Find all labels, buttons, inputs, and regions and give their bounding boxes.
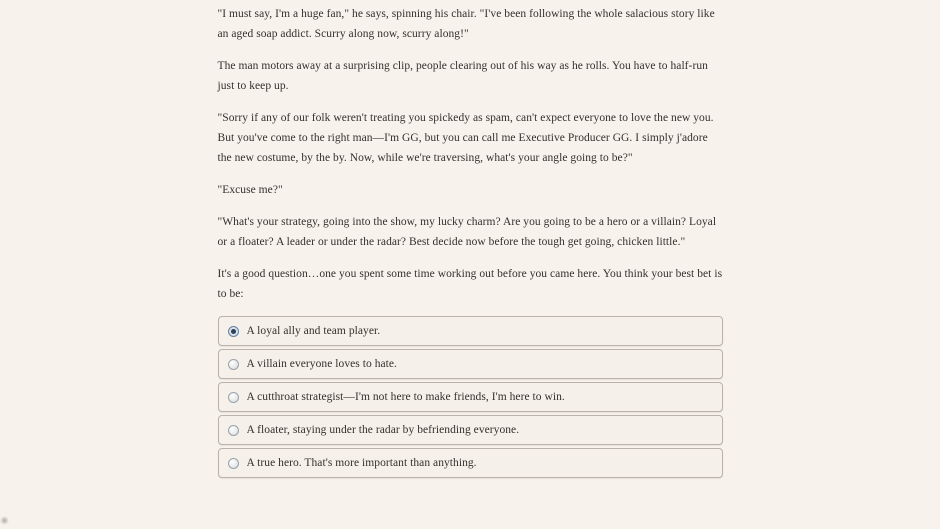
- choice-list: [218, 316, 723, 478]
- choice-option-4[interactable]: [218, 448, 723, 478]
- story-column: [218, 0, 723, 478]
- choice-option-2[interactable]: [218, 382, 723, 412]
- choice-option-label: A villain everyone loves to hate.: [246, 358, 397, 370]
- choice-option-1[interactable]: [218, 349, 723, 379]
- choice-option-label: A floater, staying under the radar by befriending everyone.: [246, 424, 520, 436]
- story-paragraph: The man motors away at a surprising clip, people clearing out of his way as he rolls. You have to half-run just to keep up.: [217, 60, 708, 92]
- radio-button-icon[interactable]: [228, 392, 239, 403]
- radio-button-icon[interactable]: [228, 326, 239, 337]
- story-paragraph: It's a good question…one you spent some time working out before you came here. You think your best bet is to be:: [217, 268, 723, 300]
- choice-option-label: A true hero. That's more important than anything.: [246, 457, 477, 469]
- radio-button-icon[interactable]: [228, 359, 239, 370]
- radio-button-icon[interactable]: [228, 425, 239, 436]
- screen-corner-artifact: [0, 516, 9, 525]
- story-paragraph: "What's your strategy, going into the show, my lucky charm? Are you going to be a hero or a villain? Loyal or a floater? A leader or under the radar? Best decide now before the tough get going, chicken little.": [217, 216, 717, 248]
- story-paragraph: "Sorry if any of our folk weren't treating you spickedy as spam, can't expect everyone to love the new you. But you've come to the right man—I'm GG, but you can call me Executive Producer GG. I simply j'adore the new costume, by the by. Now, while we're traversing, what's your angle going to be?": [217, 112, 714, 164]
- story-text: [218, 4, 723, 304]
- radio-button-icon[interactable]: [228, 458, 239, 469]
- choice-option-label: A cutthroat strategist—I'm not here to make friends, I'm here to win.: [246, 391, 565, 403]
- story-paragraph: "I must say, I'm a huge fan," he says, spinning his chair. "I've been following the whole salacious story like an aged soap addict. Scurry along now, scurry along!": [217, 8, 715, 40]
- story-paragraph: "Excuse me?": [217, 184, 283, 196]
- choice-option-3[interactable]: [218, 415, 723, 445]
- choice-option-label: A loyal ally and team player.: [246, 325, 381, 337]
- choice-option-0[interactable]: [218, 316, 723, 346]
